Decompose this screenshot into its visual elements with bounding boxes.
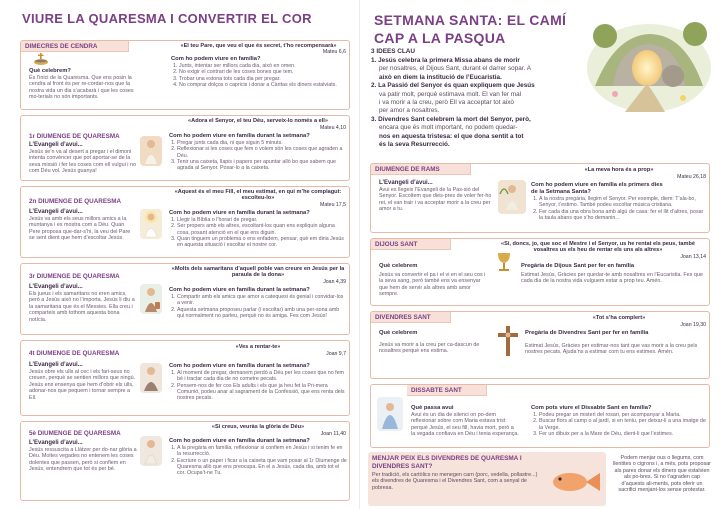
list-item: 1. Al moment de pregar, demanem perdó a Déu per les coses que no fem bé i tractar cada dia de no cometre pecats. bbox=[177, 370, 347, 383]
key-idea-3-line3: nos en aquesta tristesa: el que dona sentit a tot bbox=[379, 132, 524, 140]
box-diumenge-4 bbox=[20, 340, 350, 416]
left-page-title: VIURE LA QUARESMA I CONVERTIR EL COR bbox=[22, 11, 312, 26]
list-item: 2. Ser propers amb els altres, escoltant-los quan ens expliquin alguna cosa, posant atenció en el que ens diguin. bbox=[177, 223, 347, 236]
list-item: 3. Tenir una caixeta, llapis i papers per apuntar allò bo que sabem que agrada al Senyor. Posar-lo a la caixeta. bbox=[177, 159, 347, 172]
section-title: Què celebrem? bbox=[29, 68, 71, 74]
key-idea-3-line1: 3. Divendres Sant celebrem la mort del Senyor, però, bbox=[371, 115, 531, 123]
howto-list bbox=[531, 412, 707, 437]
howto-title: Com ho podem viure en família durant la setmana? bbox=[169, 363, 310, 369]
right-page-title-line1: SETMANA SANTA: EL CAMÍ bbox=[374, 12, 567, 28]
box-dimecres-cendra bbox=[20, 40, 350, 110]
gospel-title: L’Evangeli d’avui... bbox=[29, 362, 83, 368]
section-title: Què celebrem bbox=[379, 330, 418, 336]
quote: «La meva hora és a prop» bbox=[584, 167, 654, 173]
key-ideas-list bbox=[371, 57, 596, 149]
quote-ref: Joan 19,30 bbox=[680, 322, 706, 328]
howto-list bbox=[531, 196, 707, 221]
gospel-text: Els jueus i els samaritans no eren amics, però a Jesús això no l’importa. Jesús li diu a la samaritana que és el Messies. Ella creu i comparteix amb tothom aquesta bona notícia. bbox=[29, 291, 135, 323]
key-idea-3-line4: és la seva Resurrecció. bbox=[379, 141, 450, 149]
chalice-illustration bbox=[489, 251, 519, 275]
prayer-text: Estimat Jesús, Gràcies per estimar-nos tant que vas morir a la creu pels nostres pecats. Ajuda’ns a estimar com tu ens estimes. Amén. bbox=[525, 343, 698, 356]
key-ideas-heading: 3 IDEES CLAU bbox=[371, 48, 416, 55]
box-diumenge-3 bbox=[20, 263, 350, 335]
palm-sunday-illustration bbox=[498, 180, 526, 214]
cross-illustration bbox=[495, 324, 521, 358]
fish-icon bbox=[546, 464, 604, 505]
howto-title: Com ho podem viure en família durant la setmana? bbox=[169, 210, 310, 216]
quote: «Molts dels samaritans d’aquell poble van creure en Jesús per la paraula de la dona» bbox=[171, 266, 345, 279]
list-item: 2. Fer cada dia una obra bona amb algú de casa: fer el llit d’altres, posar la taula abans que s’ho demanin... bbox=[539, 209, 707, 222]
jesus-desert-illustration bbox=[140, 136, 162, 166]
list-item: 2. Aquesta setmana proposeu parlar (i escoltar) amb una per-sona amb qui normalment no parleu, perquè no és amiga. Fes com Jesús! bbox=[177, 307, 347, 320]
gospel-title: L’Evangeli d’avui... bbox=[29, 440, 83, 446]
list-item: 1. A la nostra pregària, llegim el Senyor. Per exemple, diem: T’ala-bo, Senyor, t’estimo. També podeu escoltar música cristiana. bbox=[539, 196, 707, 209]
howto-title: Com ho podem viure en família durant la setmana? bbox=[169, 438, 310, 444]
box-header: DIJOUS SANT bbox=[371, 239, 451, 250]
box-header: 5è DIUMENGE DE QUARESMA bbox=[29, 430, 121, 437]
box-header: DIVENDRES SANT bbox=[371, 312, 451, 323]
quote-ref: Mateu 17,5 bbox=[320, 202, 346, 208]
box-header: DIUMENGE DE RAMS bbox=[371, 164, 471, 175]
box-header: 3r DIUMENGE DE QUARESMA bbox=[29, 273, 120, 280]
faq-answer-left: Per tradició, els cartòlics no menegen carn (porc, vedella, pollastre...) els divendres de Quaresma i el Divendres Sant, com a senyal de pobresa. bbox=[372, 472, 538, 491]
box-diumenge-1 bbox=[20, 115, 350, 181]
box-diumenge-5 bbox=[20, 421, 350, 501]
quote-ref: Joan 9,7 bbox=[326, 351, 346, 357]
list-item: 1. Podeu pregar un misteri del rosari, per acompanyar a Maria. bbox=[539, 412, 707, 418]
prayer-title: Pregària de Dijous Sant per fer en família bbox=[521, 263, 635, 269]
box-header: 4t DIUMENGE DE QUARESMA bbox=[29, 350, 120, 357]
howto-title-line2: de la Setmana Santa? bbox=[531, 189, 591, 195]
key-idea-2-line2: va patir molt, perquè estimava molt. El van fer mal bbox=[379, 90, 522, 98]
key-idea-2-line1: 2. La Passió del Senyor és quan expliquem que Jesús bbox=[371, 82, 535, 90]
list-item: 1. Junts, intentar ser millors cada dia, això en omen. bbox=[179, 63, 346, 69]
samaritan-woman-illustration bbox=[140, 284, 162, 314]
gospel-text: Avui es llegeix l’Evangeli de la Pas-sió del Senyor. Escoltem que dies-pres de voler fer-ho rei, el van trair i va acceptar morir a la creu per amor a tu. bbox=[379, 187, 492, 213]
quote-ref: Joan 13,14 bbox=[680, 254, 706, 260]
gospel-text: Jesús se’n va al desert a pregar i el dimoni intenta convèncer que pot aportar-se de la seva missió i fer les coses com ell vulgui i no com Déu vol. Jesús guanya! bbox=[29, 149, 136, 175]
section-text: Avui és un dia de silenci on po-dem reflexionar sobre com Maria estava trist perquè Jesús, el seu fill, havia mort, però a la vegada confiava en Déu i tenia esperança. bbox=[411, 412, 519, 438]
key-idea-3-line2: encara que és molt important, no podem quedar- bbox=[379, 124, 518, 132]
box-divendres-sant bbox=[370, 311, 710, 379]
gospel-text: Jesús ressuscita a Llàtzer per do-nar glòria a Déu. Moltes vegades no entenem les coses dolentes que passen, però si confiem en Jesús, entendrem que tot és per bé. bbox=[29, 447, 137, 473]
gospel-title: L’Evangeli d’avui... bbox=[29, 284, 83, 290]
prayer-title: Pregària de Divendres Sant per fer en família bbox=[525, 330, 649, 336]
howto-list bbox=[169, 140, 347, 171]
quote: «El teu Pare, que veu el que és secret, t’ho recompensarà» bbox=[180, 43, 337, 49]
quote: «Aquest és el meu Fill, el meu estimat, en qui m’he complagut: escolteu-lo» bbox=[174, 189, 342, 202]
list-item: 3. Quan tinguem un problema o ens enfadem, pensar, què em diria Jesús en aquesta situació i escoltar el nostre cor. bbox=[177, 236, 347, 249]
faq-question-line1: MENJAR PEIX ELS DIVENDRES DE QUARESMA I bbox=[372, 455, 522, 462]
quote: «Ves a rentar-te» bbox=[235, 344, 281, 350]
section-text: Jesús va convertir el pa i el vi en el seu cos i la seva sang, però també ens va ensenyar que hem de servir als altres amb amor sempre. bbox=[379, 272, 486, 298]
section-text: Jesús va morir a la creu per ca-dascun de nosaltres perquè ens estima. bbox=[379, 342, 480, 355]
gospel-title: L’Evangeli d’avui... bbox=[29, 209, 83, 215]
quote-ref: Mateu 26,18 bbox=[677, 174, 706, 180]
howto-list bbox=[169, 217, 347, 248]
list-item: 1. Llegir la Bíblia o l’horari de pregar. bbox=[177, 217, 347, 223]
list-item: 1. A la pregària en família, reflexionar si confiem en Jesús i si tenim fe en la resurrecció. bbox=[177, 445, 347, 458]
gospel-text: Jesús obre els ulls al cec i els fari-seus no creuen, perquè se sentien millors que ningú. Jesús ens ensenya que hem d’obrir els ulls, adonar-nos que pequem i tornar sempre a Ell. bbox=[29, 369, 136, 401]
list-item: 1. Pregar junts cada dia, ni que siguin 5 minuts. bbox=[177, 140, 347, 146]
gospel-title: L’Evangeli d’avui... bbox=[379, 180, 433, 186]
faq-question-line2: DIVENDRES SANT? bbox=[372, 463, 433, 470]
howto-list bbox=[169, 370, 347, 401]
ash-bowl-icon bbox=[33, 53, 47, 65]
box-diumenge-2 bbox=[20, 186, 350, 258]
key-idea-2-line4: per amor a nosaltres. bbox=[379, 107, 440, 115]
box-header: DIMECRES DE CENDRA bbox=[21, 41, 129, 52]
howto-title: Com ho podem viure en família durant la setmana? bbox=[169, 287, 310, 293]
quote: «Si creus, veuràs la glòria de Déu» bbox=[211, 424, 305, 430]
list-item: 3. Fer un dibuix per a la Mare de Déu, dient-li que l’estimes. bbox=[539, 431, 707, 437]
faq-answer-right: Podem menjar ous o llegums, com llentites o cigrons i, a més, pots proposar als pares donar els diners que estalvien als po-bres. Si no t’agraden cap d’aquests ali-ments, pots oferir un sacrifici menjant-los sense protestar. bbox=[613, 455, 711, 494]
list-item: 2. Pensem-nos de fer cos Els adults i els que ja heu fet la Pri-mera Comunió, podeu anar al sagrament de la Confessió, que ens renta dels nostres pecats. bbox=[177, 383, 347, 402]
page-divider bbox=[359, 0, 360, 509]
howto-title: Com pots viure el Dissabte Sant en família? bbox=[531, 405, 652, 411]
list-item: 4. No comprar dolços o capricis i donar a Càritas els diners estalviats. bbox=[179, 82, 346, 88]
transfiguration-illustration bbox=[140, 209, 162, 239]
howto-list bbox=[169, 445, 347, 476]
howto-title: Com ho podem viure en família durant la setmana? bbox=[169, 133, 310, 139]
list-item: 3. Trobar una estona tots cada dia per pregar. bbox=[179, 76, 346, 82]
quote-ref: Joan 11,40 bbox=[320, 431, 346, 437]
key-idea-1-line2: per nosaltres, el Dijous Sant, durant el darrer sopar. A bbox=[379, 65, 532, 73]
howto-title-line1: Com ho podem viure en família els primers dies bbox=[531, 182, 663, 188]
quote: «Adora el Senyor, el teu Déu, serveix-lo només a ell» bbox=[188, 118, 328, 124]
virgin-mary-illustration bbox=[377, 397, 403, 431]
gospel-text: Jesús va amb els seus millors amics a la muntanya i es mostra com a Déu. Quan Pere proposa que-dar-s’hi, la veu del Pare se sent dient que hem d’escoltar Jesús. bbox=[29, 216, 131, 242]
empty-tomb-illustration bbox=[585, 6, 713, 114]
key-idea-1-line1: 1. Jesús celebra la primera Missa abans de morir bbox=[371, 57, 520, 64]
section-title: Què passa avui bbox=[411, 405, 454, 411]
list-item: 2. No exigir el contrari de les coses bones que tem. bbox=[179, 69, 346, 75]
lazarus-illustration bbox=[140, 436, 162, 466]
box-diumenge-rams bbox=[370, 163, 710, 233]
box-dijous-sant bbox=[370, 238, 710, 306]
howto-list bbox=[169, 294, 347, 319]
blind-man-illustration bbox=[140, 363, 162, 393]
box-header: DISSABTE SANT bbox=[407, 385, 487, 396]
list-item: 2. Buscar flors al camp o al jardí, si en teniu, per deixar-li a una imatge de la Verge. bbox=[539, 418, 707, 431]
quote-ref: Mateu 6,6 bbox=[322, 49, 346, 55]
box-header: 2n DIUMENGE DE QUARESMA bbox=[29, 198, 122, 205]
howto-title: Com ho podem viure en família? bbox=[171, 56, 261, 62]
quote-ref: Mateu 4,10 bbox=[320, 125, 346, 131]
section-text: És l’inici de la Quaresma. Que ens posin la cendra al front és per re-cordar-nos que la nostra vida un dia s’acabarà i que les coses mo-terials no són importants. bbox=[29, 75, 134, 101]
quote-ref: Joan 4,39 bbox=[323, 279, 346, 285]
list-item: 1. Compartir amb els amics que amor a catequesi és genial i convidar-los a venir. bbox=[177, 294, 347, 307]
box-dissabte-sant bbox=[370, 384, 710, 448]
faq-fish-box bbox=[368, 452, 606, 506]
key-idea-1-line3: això en diem la institució de l’Eucaristia. bbox=[379, 73, 502, 81]
box-header: 1r DIUMENGE DE QUARESMA bbox=[29, 133, 120, 140]
quote: «Si, doncs, jo, que soc el Mestre i el Senyor, us he rentat els peus, també vosaltres us els heu de rentar els uns als altres» bbox=[501, 241, 695, 254]
list-item: 2. Escriure o un paper i ficar a la caixeta que vam posar al 1r Diumenge de Quaresma allò que ens preocupa. En el a Jesús, cada dia, amb tot el cor. Ocupa’t-ne Tu. bbox=[177, 458, 347, 477]
quote: «Tot s’ha complert» bbox=[592, 315, 646, 321]
prayer-text: Estimat Jesús, Gràcies per quedar-te amb nosaltres en l’Eucaristia. Fes que cada dia de la nostra vida vulguem estar a prop teu. Amén. bbox=[521, 272, 703, 285]
right-page-title-line2: CAP A LA PASQUA bbox=[374, 30, 506, 46]
key-idea-2-line3: i va morir a la creu, però Ell va acceptar tot això bbox=[379, 99, 514, 107]
gospel-title: L’Evangeli d’avui... bbox=[29, 142, 83, 148]
list-item: 2. Reflexionar si les coses que fem o volem són les coses que agraden a Déu. bbox=[177, 146, 347, 159]
section-title: Què celebrem bbox=[379, 263, 418, 269]
howto-list bbox=[171, 63, 346, 88]
